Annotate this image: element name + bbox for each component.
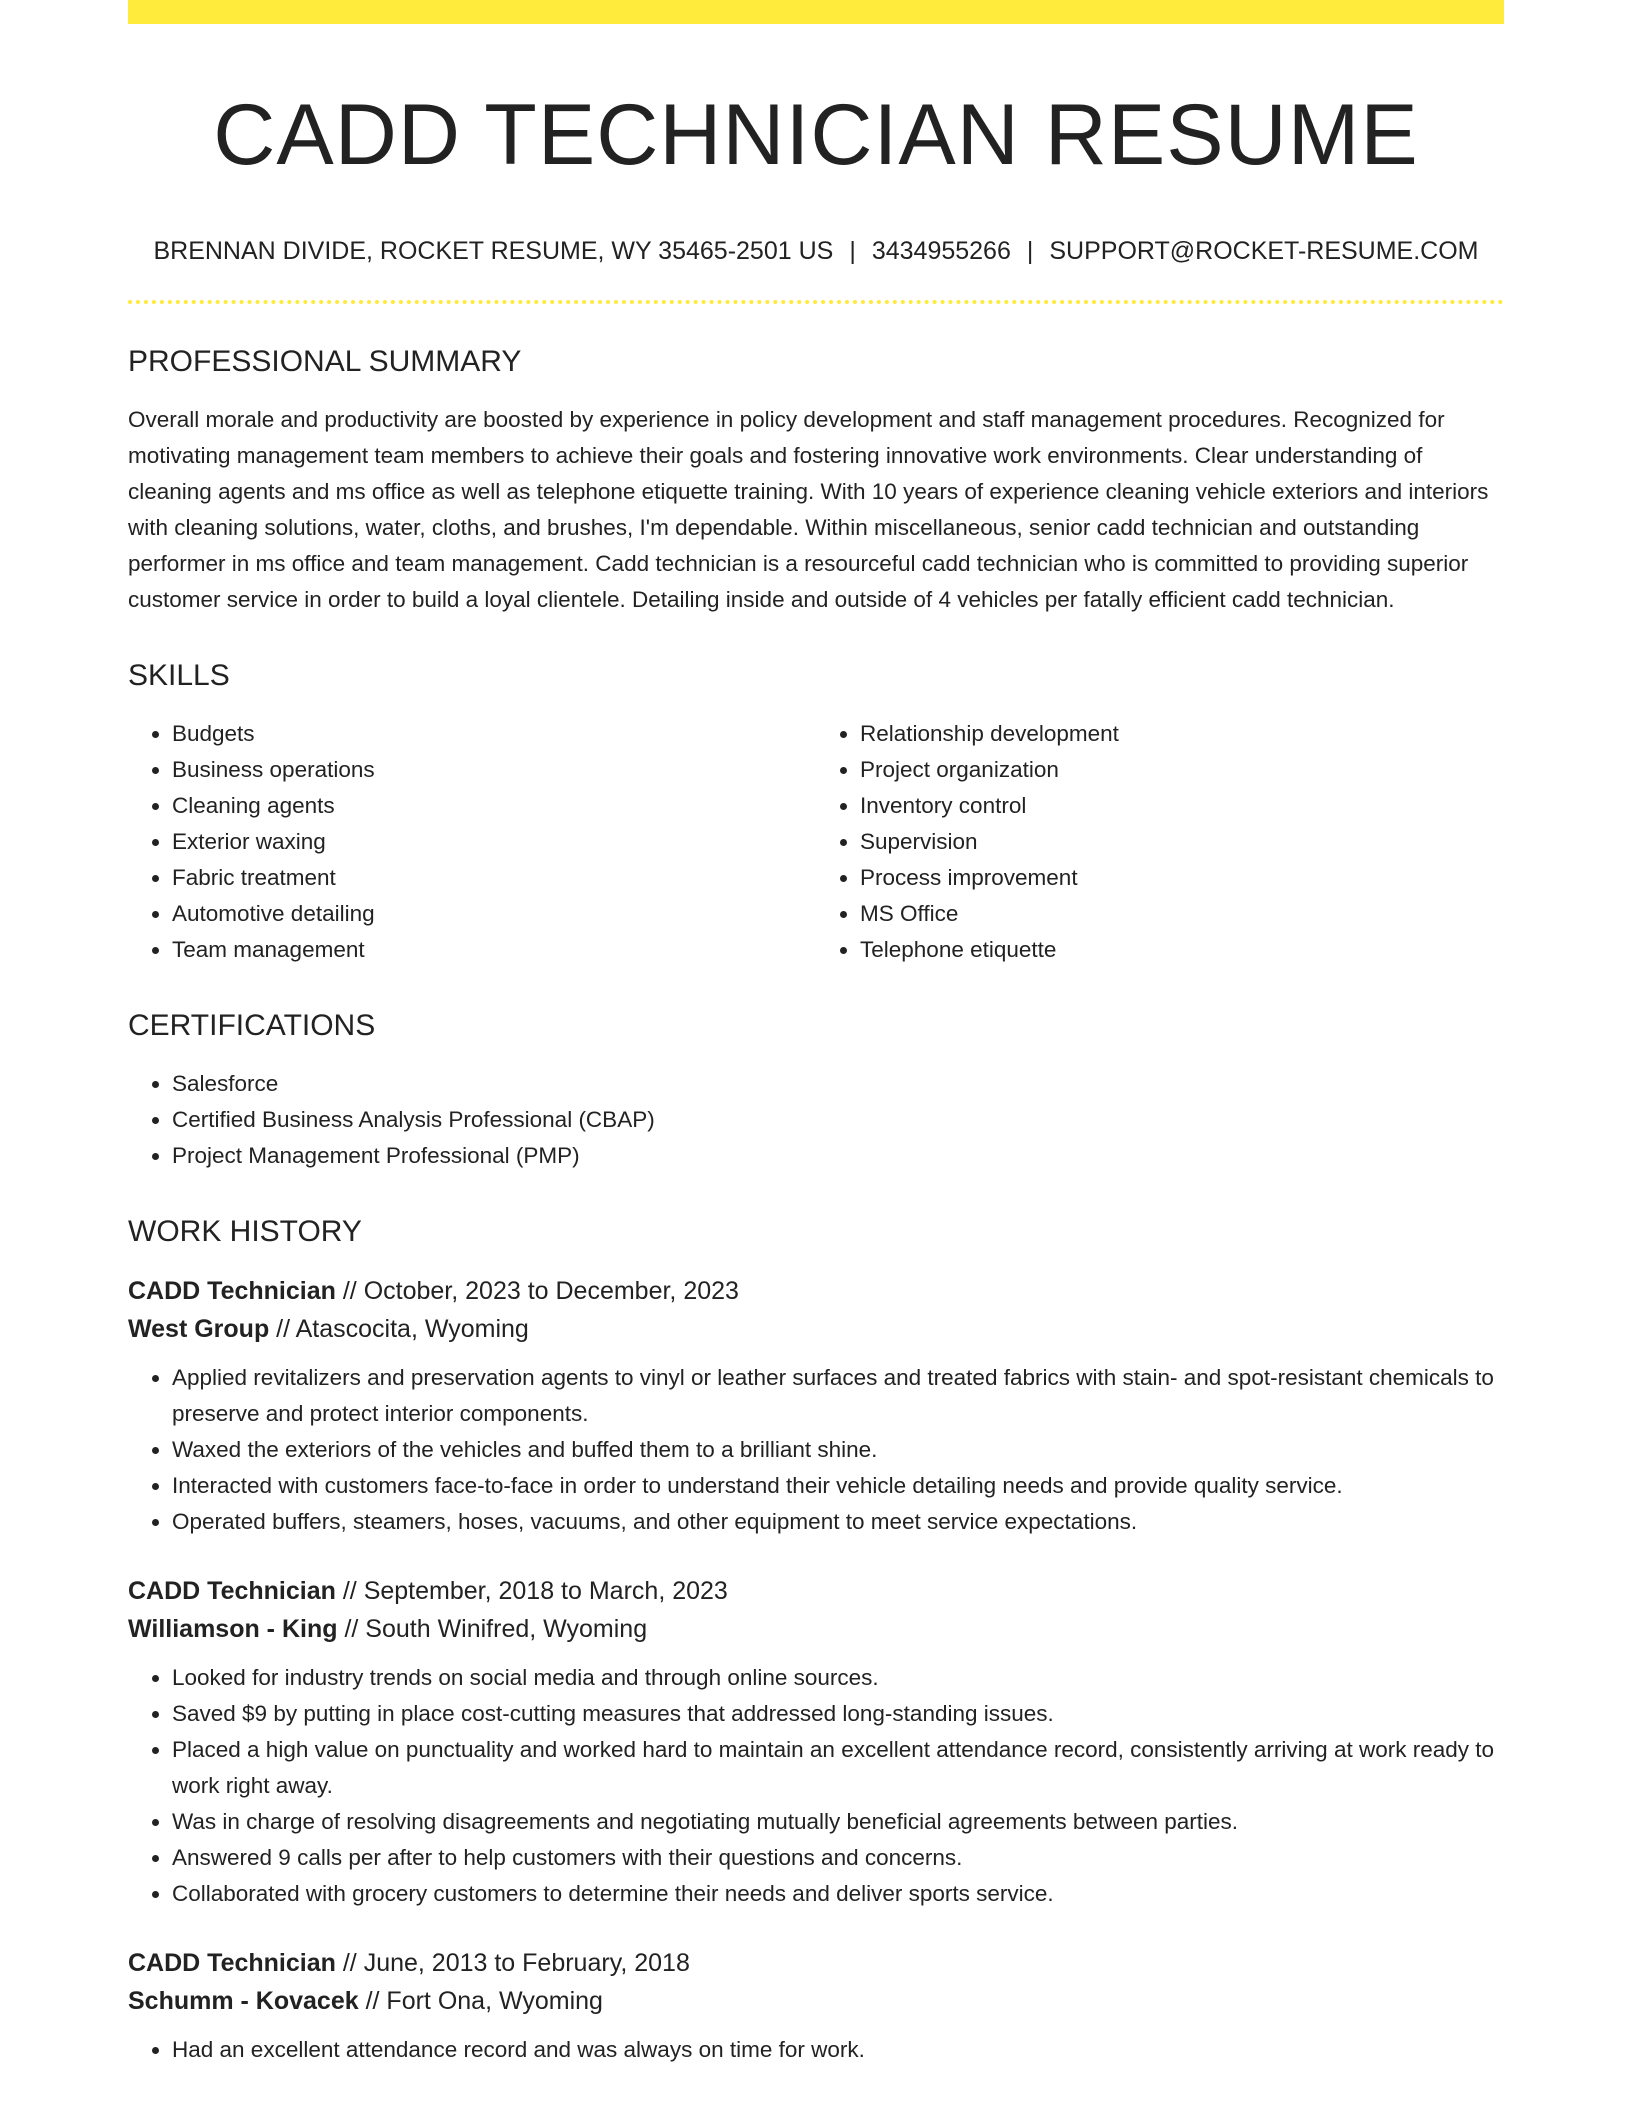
- skill-item: • Cleaning agents: [172, 788, 816, 824]
- skills-list-left: [128, 716, 816, 968]
- job-bullet: • Applied revitalizers and preservation agents to vinyl or leather surfaces and treated fabrics with stain- and spot-resistant chemicals to preserve and protect interior components.: [172, 1360, 1504, 1432]
- skill-item: • Telephone etiquette: [860, 932, 1504, 968]
- certifications-list: [128, 1066, 1504, 1174]
- certification-item: • Certified Business Analysis Professional (CBAP): [172, 1102, 1504, 1138]
- certification-item: • Project Management Professional (PMP): [172, 1138, 1504, 1174]
- accent-top-bar: [128, 0, 1504, 24]
- summary-text: Overall morale and productivity are boosted by experience in policy development and staff management procedures. Recognized for motivating management team members to achieve their goals and fostering innovative work environments. Clear understanding of cleaning agents and ms office as well as telephone etiquette training. With 10 years of experience cleaning vehicle exteriors and interiors with cleaning solutions, water, cloths, and brushes, I'm dependable. Within miscellaneous, senior cadd technician and outstanding performer in ms office and team management. Cadd technician is a resourceful cadd technician who is committed to providing superior customer service in order to build a loyal clientele. Detailing inside and outside of 4 vehicles per fatally efficient cadd technician.: [128, 406, 1489, 612]
- job-entry: [128, 1572, 1504, 1912]
- certifications-section: [128, 1008, 1504, 1174]
- job-company-line: [128, 1310, 1504, 1348]
- job-title: CADD Technician: [128, 1948, 336, 1977]
- job-bullet: • Interacted with customers face-to-face in order to understand their vehicle detailing needs and provide quality service.: [172, 1468, 1504, 1504]
- job-dates: // September, 2018 to March, 2023: [342, 1576, 728, 1605]
- contact-phone: 3434955266: [871, 237, 1011, 266]
- job-bullet: • Collaborated with grocery customers to determine their needs and deliver sports service.: [172, 1876, 1504, 1912]
- skill-item: • Automotive detailing: [172, 896, 816, 932]
- job-location: // Atascocita, Wyoming: [276, 1314, 529, 1343]
- contact-separator: |: [1026, 237, 1034, 266]
- skill-item: • Inventory control: [860, 788, 1504, 824]
- skill-item: • Budgets: [172, 716, 816, 752]
- job-bullet: • Saved $9 by putting in place cost-cutting measures that addressed long-standing issues.: [172, 1696, 1504, 1732]
- skills-list-right: [816, 716, 1504, 968]
- skill-item: • Supervision: [860, 824, 1504, 860]
- job-bullets: [128, 1360, 1504, 1540]
- job-location: // South Winifred, Wyoming: [344, 1614, 648, 1643]
- summary-heading: PROFESSIONAL SUMMARY: [128, 344, 522, 378]
- skills-section: [128, 658, 1504, 968]
- job-dates: // October, 2023 to December, 2023: [342, 1276, 739, 1305]
- contact-email: SUPPORT@ROCKET-RESUME.COM: [1049, 237, 1479, 266]
- job-location: // Fort Ona, Wyoming: [365, 1986, 603, 2015]
- skill-item: • Fabric treatment: [172, 860, 816, 896]
- skills-heading: SKILLS: [128, 658, 230, 692]
- skill-item: • Relationship development: [860, 716, 1504, 752]
- summary-section: [128, 344, 1504, 618]
- skill-item: • Process improvement: [860, 860, 1504, 896]
- work-history-section: [128, 1214, 1504, 2068]
- contact-line: [128, 235, 1504, 268]
- job-entry: [128, 1272, 1504, 1540]
- job-bullet: • Answered 9 calls per after to help customers with their questions and concerns.: [172, 1840, 1504, 1876]
- job-company: West Group: [128, 1314, 270, 1343]
- job-entry: [128, 1944, 1504, 2068]
- job-bullet: • Looked for industry trends on social media and through online sources.: [172, 1660, 1504, 1696]
- job-company-line: [128, 1610, 1504, 1648]
- job-bullets: [128, 1660, 1504, 1912]
- job-bullets: [128, 2032, 1504, 2068]
- job-bullet: • Operated buffers, steamers, hoses, vacuums, and other equipment to meet service expectations.: [172, 1504, 1504, 1540]
- skill-item: • Team management: [172, 932, 816, 968]
- contact-address: BRENNAN DIVIDE, ROCKET RESUME, WY 35465-2501 US: [153, 237, 834, 266]
- job-bullet: • Had an excellent attendance record and was always on time for work.: [172, 2032, 1504, 2068]
- contact-separator: |: [849, 237, 856, 266]
- skill-item: • Exterior waxing: [172, 824, 816, 860]
- resume-page: [128, 0, 1504, 2100]
- skills-grid: [128, 716, 1504, 968]
- job-title: CADD Technician: [128, 1276, 336, 1305]
- job-title-line: [128, 1572, 1504, 1610]
- job-company: Schumm - Kovacek: [128, 1986, 359, 2015]
- page-title: CADD TECHNICIAN RESUME: [213, 87, 1419, 183]
- job-dates: // June, 2013 to February, 2018: [342, 1948, 690, 1977]
- job-bullet: • Placed a high value on punctuality and worked hard to maintain an excellent attendance record, consistently arriving at work ready to work right away.: [172, 1732, 1504, 1804]
- job-bullet: • Was in charge of resolving disagreements and negotiating mutually beneficial agreements between parties.: [172, 1804, 1504, 1840]
- job-company-line: [128, 1982, 1504, 2020]
- job-title: CADD Technician: [128, 1576, 336, 1605]
- job-title-line: [128, 1272, 1504, 1310]
- skill-item: • MS Office: [860, 896, 1504, 932]
- certifications-heading: CERTIFICATIONS: [128, 1008, 376, 1042]
- job-bullet: • Waxed the exteriors of the vehicles and buffed them to a brilliant shine.: [172, 1432, 1504, 1468]
- certification-item: • Salesforce: [172, 1066, 1504, 1102]
- job-company: Williamson - King: [128, 1614, 338, 1643]
- skill-item: • Business operations: [172, 752, 816, 788]
- job-title-line: [128, 1944, 1504, 1982]
- dotted-divider: [128, 300, 1504, 304]
- skill-item: • Project organization: [860, 752, 1504, 788]
- work-history-heading: WORK HISTORY: [128, 1214, 362, 1248]
